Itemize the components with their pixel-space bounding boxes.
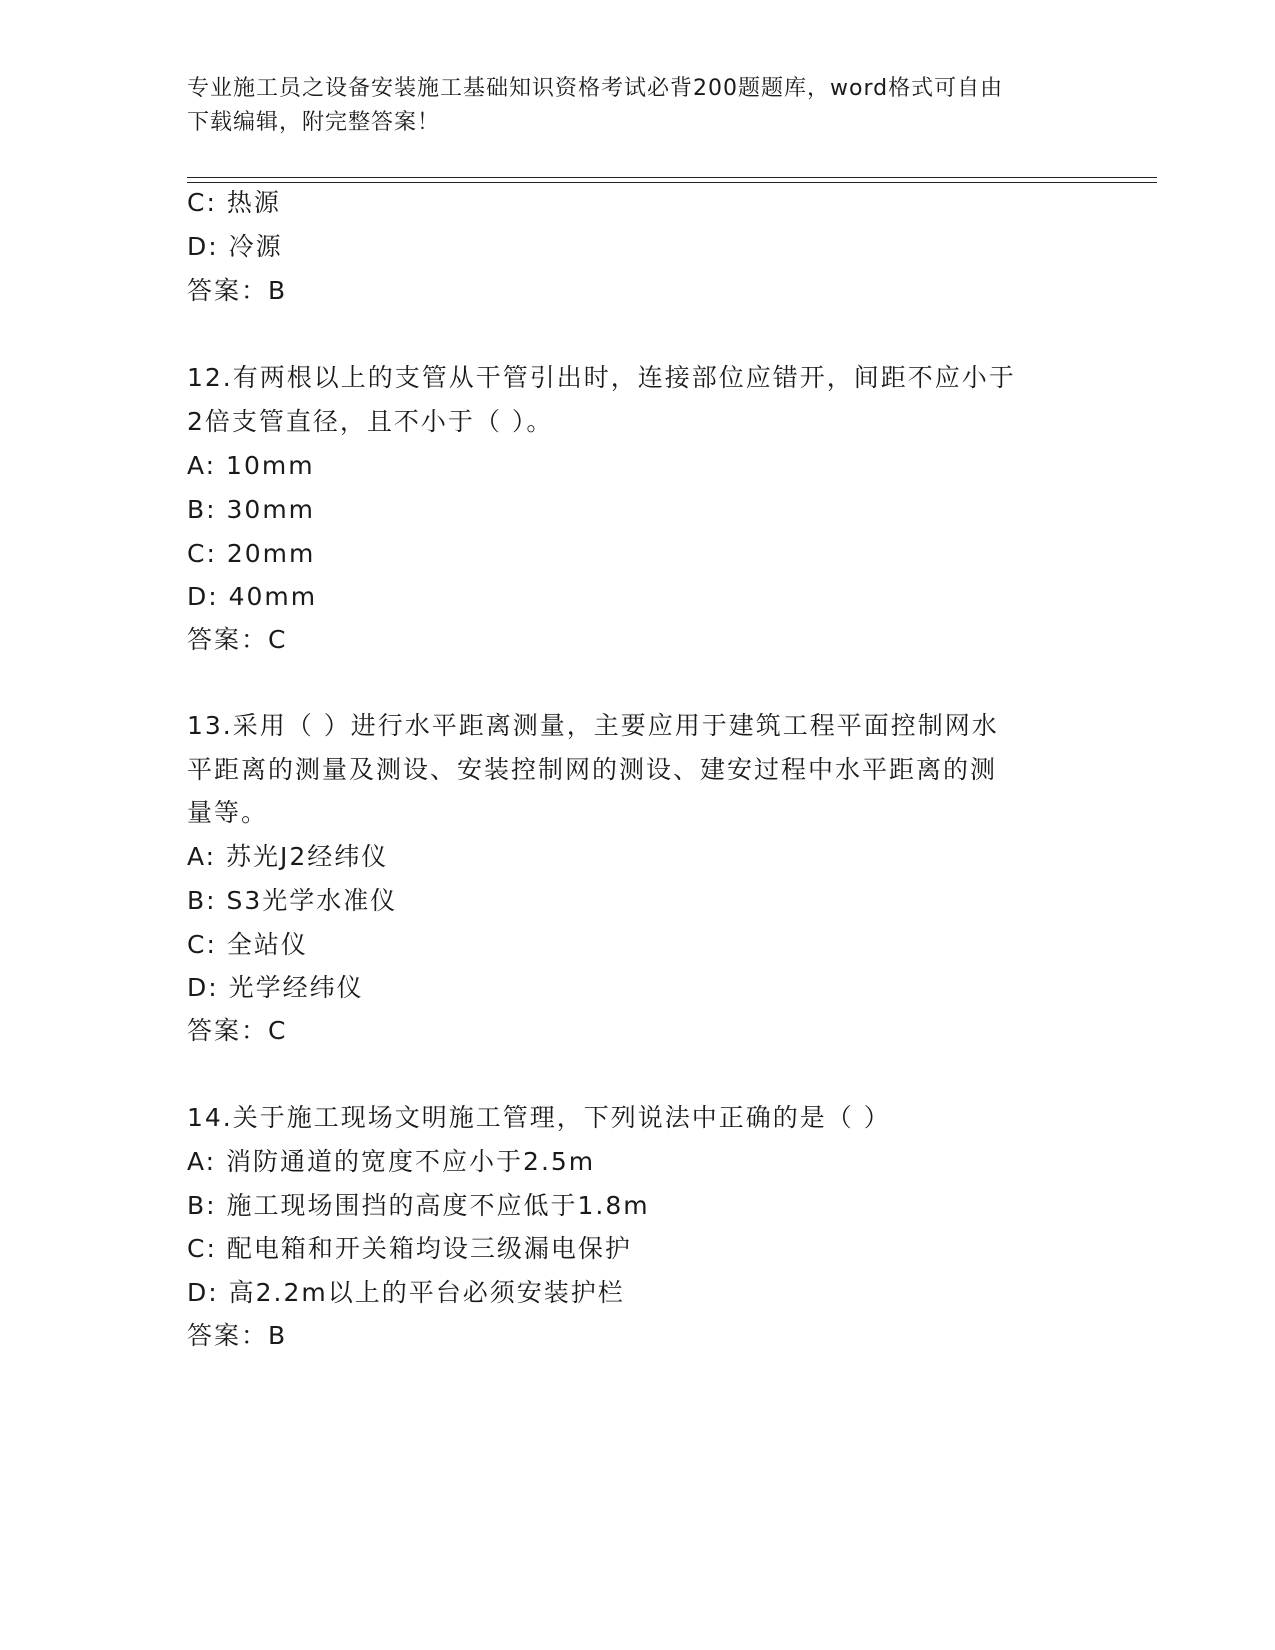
q11-answer: 答案：B <box>187 276 288 305</box>
q12-option-c: C: 20mm <box>187 539 316 568</box>
q14-option-d: D: 高2.2m以上的平台必须安装护栏 <box>187 1278 625 1307</box>
header-title-line-2: 下载编辑，附完整答案！ <box>187 110 441 135</box>
q12-option-a: A: 10mm <box>187 451 315 480</box>
q14-stem-line-1: 14.关于施工现场文明施工管理，下列说法中正确的是（ ） <box>187 1103 891 1132</box>
q12-stem-line-1: 12.有两根以上的支管从干管引出时，连接部位应错开，间距不应小于 <box>187 363 1016 392</box>
q14-option-a: A: 消防通道的宽度不应小于2.5m <box>187 1147 596 1176</box>
header-title-line-1: 专业施工员之设备安装施工基础知识资格考试必背200题题库，word格式可自由 <box>187 76 1004 101</box>
header-divider-top <box>187 177 1157 178</box>
q12-option-d: D: 40mm <box>187 582 318 611</box>
q12-answer: 答案：C <box>187 625 288 654</box>
q11-option-d: D: 冷源 <box>187 232 283 261</box>
q13-option-b: B: S3光学水准仪 <box>187 886 398 915</box>
q12-stem-line-2: 2倍支管直径，且不小于（ ）。 <box>187 407 554 436</box>
q13-stem-line-2: 平距离的测量及测设、安装控制网的测设、建安过程中水平距离的测 <box>187 755 998 784</box>
q13-option-d: D: 光学经纬仪 <box>187 973 364 1002</box>
q11-option-c: C: 热源 <box>187 188 281 217</box>
q13-option-c: C: 全站仪 <box>187 930 308 959</box>
document-header <box>187 72 1087 140</box>
q13-answer: 答案：C <box>187 1016 288 1045</box>
q14-option-c: C: 配电箱和开关箱均设三级漏电保护 <box>187 1234 632 1263</box>
q12-option-b: B: 30mm <box>187 495 316 524</box>
q13-option-a: A: 苏光J2经纬仪 <box>187 842 389 871</box>
header-divider-bottom <box>187 182 1157 183</box>
q14-answer: 答案：B <box>187 1321 288 1350</box>
q13-stem-line-1: 13.采用（ ）进行水平距离测量，主要应用于建筑工程平面控制网水 <box>187 711 999 740</box>
q14-option-b: B: 施工现场围挡的高度不应低于1.8m <box>187 1191 650 1220</box>
q13-stem-line-3: 量等。 <box>187 798 269 827</box>
